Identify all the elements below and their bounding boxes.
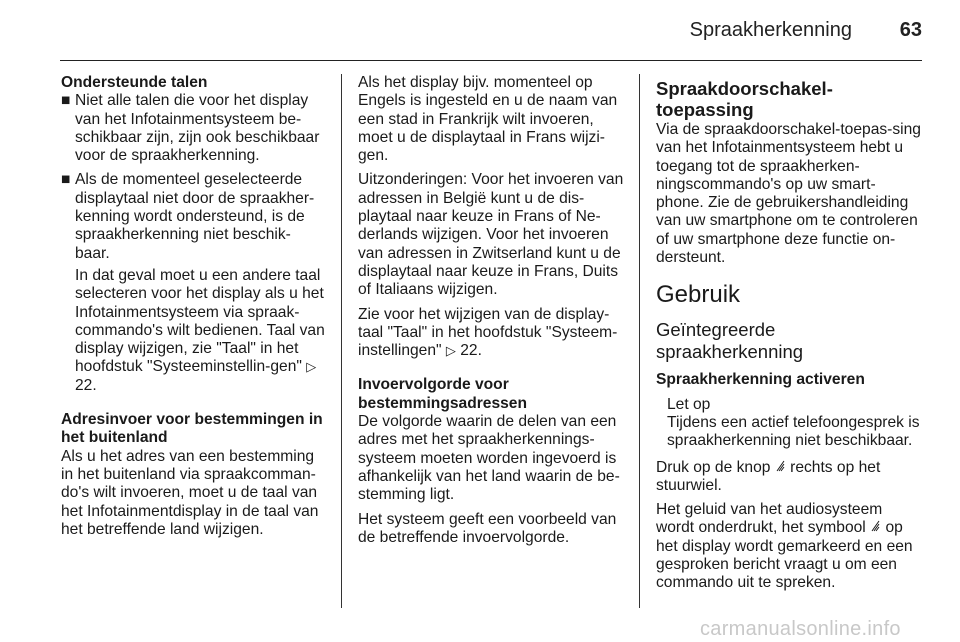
subsection-heading: Spraakherkenning activeren [656,371,865,389]
list-item-text: Als de momenteel geselecteerde displaytaal niet door de spraakher-kenning wordt ondersteund, is de spraakherkenning niet beschik-baar. [75,171,315,262]
paragraph: Uitzonderingen: Voor het invoeren van adressen in België kunt u de dis-playtaal naar keuze in Frans of Ne-derlands wijzigen. Voor het invoeren van adressen in Zwitserland kunt u de displaytaal naar keuze in Frans, Duits of Italiaans wijzigen. [358,171,624,299]
paragraph: Via de spraakdoorschakel-toepas-sing van het Infotainmentsysteem hebt u toegang tot de spraakherken-ningscommando's op uw smart-phone. Zie de gebruikershandleiding van uw smartphone om te controleren of uw smartphone deze functie on-dersteunt. [656,121,921,267]
page-reference[interactable]: 22. [460,342,482,360]
list-item-text: Niet alle talen die voor het display van het Infotainmentsysteem be-schikbaar zijn, zijn ook beschikbaar voor de spraakherkenning. [75,92,320,165]
paragraph [656,459,922,496]
paragraph [61,267,325,395]
paragraph-text: op het display wordt gemarkeerd en een gesproken bericht vraagt u om een commando uit te spreken. [656,519,913,592]
chapter-heading: Gebruik [656,281,741,309]
paragraph: Als u het adres van een bestemming in het buitenland via spraakcomman-do's wilt invoeren, moet u de taal van het Infotainmentdisplay in de taal van het betreffende land wijzigen. [61,447,319,538]
list-item [61,171,325,262]
paragraph-text: In dat geval moet u een andere taal selecteren voor het display als u het Infotainmentsysteem via spraak-commando's wilt bedienen. Taal van display wijzigen, zie "Taal" in het hoofdstuk "Systeeminstellin-gen" [75,266,325,376]
section-heading: Spraakdoorschakel-toepassing [656,78,833,120]
column-divider [639,74,640,608]
paragraph: Als het display bijv. momenteel op Engels is ingesteld en u de naam van een stad in Frankrijk wilt invoeren, moet u de displaytaal in Frans wijzi-gen. [358,74,618,165]
paragraph-text: rechts op het stuurwiel. [656,458,881,494]
paragraph [656,501,922,592]
paragraph-text: Zie voor het wijzigen van de display-taal "Taal" in het hoofdstuk "Systeem-instellingen" [358,305,618,360]
voice-button-icon [775,459,790,476]
section-heading: Geïntegreerde spraakherkenning [656,319,804,363]
paragraph: De volgorde waarin de delen van een adres met het spraakherkennings-systeem moeten worden ingevoerd is afhankelijk van het land waarin de be-stemming ligt. [358,413,620,504]
page-header [60,0,922,61]
ref-arrow-icon: ▷ [445,343,456,359]
section-heading: Invoervolgorde voor bestemmingsadressen [358,376,528,412]
section-heading: Ondersteunde talen [61,74,208,91]
watermark: carmanualsonline.info [700,618,901,640]
paragraph-text: Het geluid van het audiosysteem wordt onderdrukt, het symbool [656,501,883,537]
paragraph: Het systeem geeft een voorbeeld van de betreffende invoervolgorde. [358,510,617,546]
paragraph-text: Druk op de knop [656,458,771,476]
note-box [656,396,922,451]
column-3 [656,74,922,599]
bullet-icon: ■ [61,92,71,110]
column-2 [358,74,624,553]
voice-button-icon [870,519,885,536]
column-1 [61,74,325,545]
note-text: Tijdens een actief telefoongesprek is spraakherkenning niet beschikbaar. [667,413,920,450]
page-reference[interactable]: 22. [75,376,97,394]
paragraph [358,306,624,361]
section-heading: Adresinvoer voor bestemmingen in het buitenland [61,411,323,447]
bullet-icon: ■ [61,171,71,189]
column-divider [341,74,342,608]
note-label: Let op [667,395,711,413]
page-number: 63 [899,19,922,41]
ref-arrow-icon: ▷ [306,359,317,375]
list-item [61,92,325,165]
page-title: Spraakherkenning [689,19,852,41]
